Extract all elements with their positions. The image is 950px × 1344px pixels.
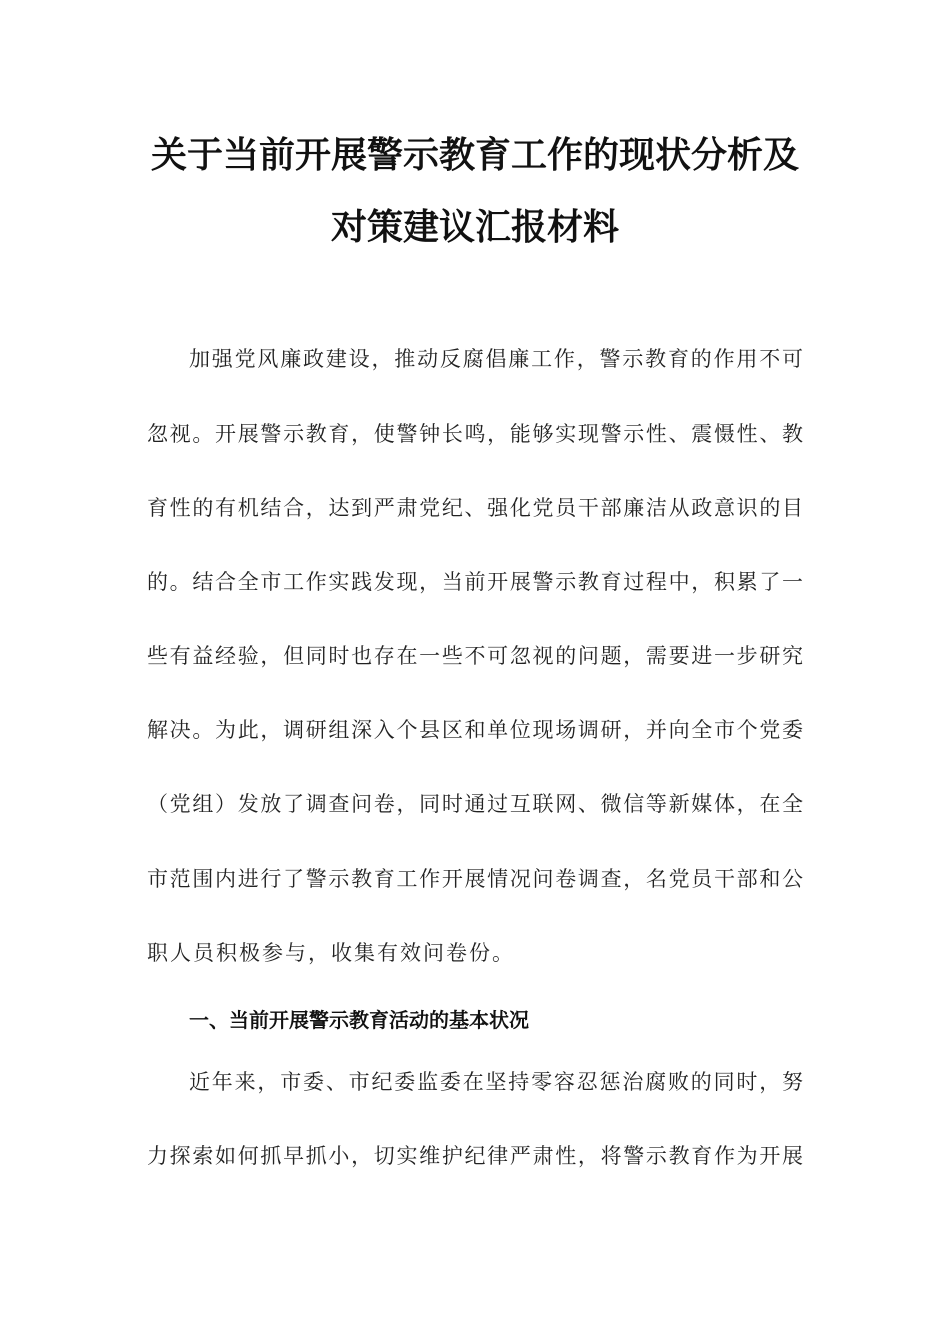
document-title-line-1: 关于当前开展警示教育工作的现状分析及 [150, 134, 799, 176]
paragraph-1-line-9: 职人员积极参与，收集有效问卷份。 [147, 941, 515, 965]
section-1-heading: 一、当前开展警示教育活动的基本状况 [189, 1008, 529, 1032]
paragraph-1-line-6: 解决。为此，调研组深入个县区和单位现场调研，并向全市个党委 [147, 718, 803, 742]
paragraph-1-line-3: 育性的有机结合，达到严肃党纪、强化党员干部廉洁从政意识的目 [147, 496, 803, 520]
paragraph-1-line-2: 忽视。开展警示教育，使警钟长鸣，能够实现警示性、震慑性、教 [147, 422, 803, 446]
paragraph-1-line-7: （党组）发放了调查问卷，同时通过互联网、微信等新媒体，在全 [147, 792, 803, 816]
paragraph-2-line-2: 力探索如何抓早抓小，切实维护纪律严肃性，将警示教育作为开展 [147, 1144, 803, 1168]
paragraph-1-line-5: 些有益经验，但同时也存在一些不可忽视的问题，需要进一步研究 [147, 644, 803, 668]
paragraph-1-line-1: 加强党风廉政建设，推动反腐倡廉工作，警示教育的作用不可 [189, 347, 803, 371]
paragraph-2-line-1: 近年来，市委、市纪委监委在坚持零容忍惩治腐败的同时，努 [189, 1070, 803, 1094]
paragraph-1-line-4: 的。结合全市工作实践发现，当前开展警示教育过程中，积累了一 [147, 570, 803, 594]
document-title-line-2: 对策建议汇报材料 [330, 206, 619, 248]
paragraph-1-line-8: 市范围内进行了警示教育工作开展情况问卷调查，名党员干部和公 [147, 867, 803, 891]
